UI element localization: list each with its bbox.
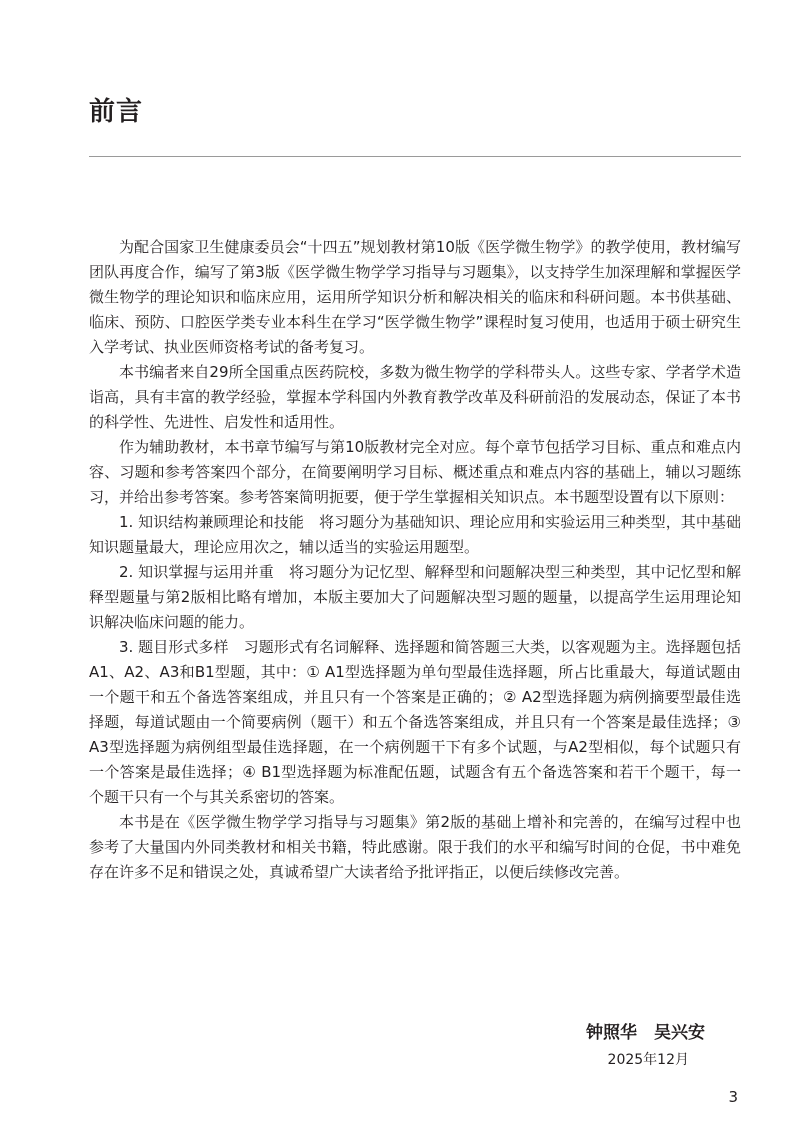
paragraph-principle-1: 1. 知识结构兼顾理论和技能 将习题分为基础知识、理论应用和实验运用三种类型，其中基础知识题量最大，理论应用次之，辅以适当的实验运用题型。 <box>89 513 741 556</box>
paragraph-structure: 作为辅助教材，本书章节编写与第10版教材完全对应。每个章节包括学习目标、重点和难点内容、习题和参考答案四个部分，在简要阐明学习目标、概述重点和难点内容的基础上，辅以习题练习，并给出参考答案。参考答案简明扼要，便于学生掌握相关知识点。本书题型设置有以下原则： <box>89 438 741 506</box>
paragraph-intro: 为配合国家卫生健康委员会“十四五”规划教材第10版《医学微生物学》的教学使用，教材编写团队再度合作，编写了第3版《医学微生物学学习指导与习题集》，以支持学生加深理解和掌握医学微生物学的理论知识和临床应用，运用所学知识分析和解决相关的临床和科研问题。本书供基础、临床、预防、口腔医学类专业本科生在学习“医学微生物学”课程时复习使用，也适用于硕士研究生入学考试、执业医师资格考试的备考复习。 <box>89 238 741 356</box>
date-line: 2025年12月 <box>607 1052 689 1068</box>
paragraph-principle-3: 3. 题目形式多样 习题形式有名词解释、选择题和简答题三大类，以客观题为主。选择题包括A1、A2、A3和B1型题，其中：① A1型选择题为单句型最佳选择题，所占比重最大，每道试题由一个题干和五个备选答案组成，并且只有一个答案是正确的；② A2型选择题为病例摘要型最佳选择题，每道试题由一个简要病例（题干）和五个备选答案组成，并且只有一个答案是最佳选择；③ A3型选择题为病例组型最佳选择题，在一个病例题干下有多个试题，与A2型相似，每个试题只有一个答案是最佳选择；④ B1型选择题为标准配伍题，试题含有五个备选答案和若干个题干，每一个题干只有一个与其关系密切的答案。 <box>89 638 741 806</box>
page-number: 3 <box>728 1088 738 1106</box>
author-signature: 钟照华 吴兴安 <box>586 1023 705 1043</box>
paragraph-authors: 本书编者来自29所全国重点医药院校，多数为微生物学的学科带头人。这些专家、学者学术造诣高，具有丰富的教学经验，掌握本学科国内外教育教学改革及科研前沿的发展动态，保证了本书的科学性、先进性、启发性和适用性。 <box>89 363 741 431</box>
preface-body <box>89 235 741 885</box>
page-title: 前言 <box>89 97 144 127</box>
paragraph-principle-2: 2. 知识掌握与运用并重 将习题分为记忆型、解释型和问题解决型三种类型，其中记忆型和解释型题量与第2版相比略有增加，本版主要加大了问题解决型习题的题量，以提高学生运用理论知识解决临床问题的能力。 <box>89 563 741 631</box>
paragraph-acknowledgement: 本书是在《医学微生物学学习指导与习题集》第2版的基础上增补和完善的，在编写过程中也参考了大量国内外同类教材和相关书籍，特此感谢。限于我们的水平和编写时间的仓促，书中难免存在许多不足和错误之处，真诚希望广大读者给予批评指正，以便后续修改完善。 <box>89 813 741 881</box>
title-divider <box>89 156 741 157</box>
